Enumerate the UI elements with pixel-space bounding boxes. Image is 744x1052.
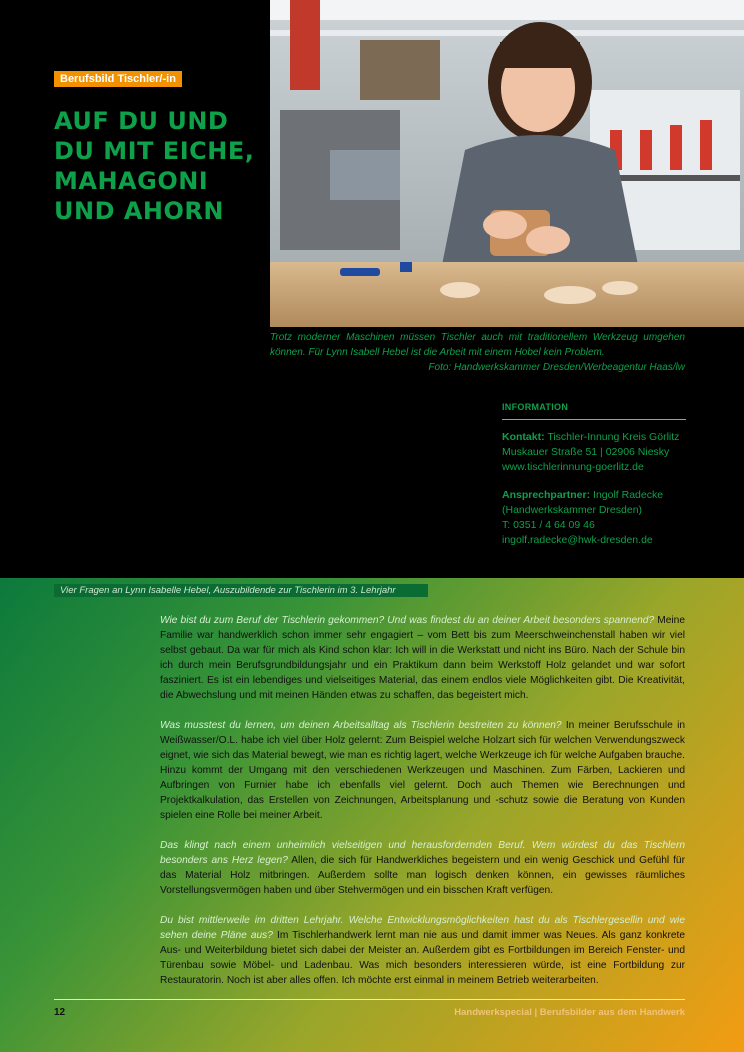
caption-text: Trotz moderner Maschinen müssen Tischler auch mit traditionellem Werkzeug umgehen können. Für Lynn Isabell Hebel ist die Arbeit mit einem Hobel kein Problem. [270, 332, 685, 358]
spacer [502, 475, 686, 488]
title-line: DU MIT EICHE, [54, 137, 255, 165]
contact-line [502, 430, 686, 445]
person-org: (Handwerkskammer Dresden) [502, 504, 643, 516]
person-label: Ansprechpartner: [502, 489, 591, 501]
qa-paragraph [160, 718, 685, 823]
photo-caption [270, 330, 685, 375]
person-phone: T: 0351 / 4 64 09 46 [502, 519, 595, 531]
info-title: INFORMATION [502, 400, 686, 420]
photo-illustration [270, 0, 744, 327]
contact-name: Tischler-Innung Kreis Görlitz [547, 431, 680, 443]
workshop-photo [270, 0, 744, 327]
qa-paragraph [160, 913, 685, 988]
qa-paragraph [160, 838, 685, 898]
footer-divider [54, 999, 685, 1000]
photo-credit: Foto: Handwerkskammer Dresden/Werbeagentur Haas/lw [428, 362, 685, 373]
answer-text: Allen, die sich für Handwerkliches begeistern und ein wenig Geschick und Gefühl für das Material Holz mitbringen. Außerdem sollte man logisch denken können, ein gewisses räumliches Vorstellungsvermögen haben und über Stehvermögen und ein bisschen Kraft verfügen. [160, 855, 685, 896]
page-number: 12 [54, 1007, 66, 1018]
answer-text: Im Tischlerhandwerk lernt man nie aus und damit immer was Neues. Als ganz konkrete Aus- und Weiterbildung bietet sich dabei der Meister an. Außerdem gibt es Fortbildungen im Bereich Fenster- und Türenbau sowie Möbel- und Ladenbau. Was mich besonders interessieren würde, ist eine Fortbildung zur Restauratorin. Noch ist aber alles offen. Ich möchte erst einmal in meinem Betrieb weiterarbeiten. [160, 930, 685, 986]
person-line [502, 488, 686, 503]
person-email-link[interactable]: ingolf.radecke@hwk-dresden.de [502, 534, 653, 546]
question-text: Das klingt nach einem unheimlich vielseitigen und herausfordernden Beruf. Wem würdest du das Tischlern besonders ans Herz legen? [160, 840, 685, 866]
footer-publication: Handwerkspecial | Berufsbilder aus dem Handwerk [454, 1007, 685, 1018]
contact-label: Kontakt: [502, 431, 545, 443]
question-text: Du bist mittlerweile im dritten Lehrjahr. Welche Entwicklungsmöglichkeiten hast du als Tischlergesellin und wie sehen deine Pläne aus? [160, 915, 685, 941]
contact-website-link[interactable]: www.tischlerinnung-goerlitz.de [502, 461, 644, 473]
interview-body [160, 613, 685, 1003]
title-line: MAHAGONI [54, 167, 209, 195]
interview-intro-bar: Vier Fragen an Lynn Isabelle Hebel, Auszubildende zur Tischlerin im 3. Lehrjahr [54, 584, 428, 597]
person-name: Ingolf Radecke [593, 489, 664, 501]
page-title [54, 106, 264, 226]
question-text: Was musstest du lernen, um deinen Arbeitsalltag als Tischlerin bestreiten zu können? [160, 720, 562, 731]
answer-text: Meine Familie war handwerklich schon immer sehr engagiert – vom Bett bis zum Meerschweinchenstall haben wir viel selbst gebaut. Da war für mich als Kind schon klar: Ich will in die Werkstatt und nicht ins Büro. Nach der Schule bin ich durch mein Berufsgrundbildungsjahr und ein Praktikum dann beim Werkstoff Holz gelandet und war sofort fasziniert. Es ist ein lebendiges und vielseitiges Material, das einem endlos viele Möglichkeiten gibt. Die Kreativität, die Abwechslung und mit meinen Händen etwas zu schaffen, das begeistert mich. [160, 615, 685, 701]
info-box [502, 400, 686, 548]
category-badge: Berufsbild Tischler/-in [54, 71, 182, 87]
title-line: AUF DU UND [54, 107, 229, 135]
question-text: Wie bist du zum Beruf der Tischlerin gekommen? Und was findest du an deiner Arbeit besonders spannend? [160, 615, 655, 626]
answer-text: In meiner Berufsschule in Weißwasser/O.L. habe ich viel über Holz gelernt: Zum Beispiel welche Holzart sich für welchen Verwendungszweck eignet, wie sich das Material bewegt, wie man es richtig lagert, welche Werkzeuge ich für welche Aufgaben brauche. Hinzu kommt der Umgang mit den verschiedenen Werkzeugen und Maschinen. Zum Färben, Lackieren und Aufbringen von Furnier habe ich ebenfalls viel gelernt. Doch auch Themen wie Berechnungen und Projektkalkulation, das Erstellen von Zeichnungen, Arbeitsplanung und -schutz sowie die Beratung von Kunden spielen eine Rolle bei meiner Arbeit. [160, 720, 685, 821]
qa-paragraph [160, 613, 685, 703]
contact-address: Muskauer Straße 51 | 02906 Niesky [502, 446, 670, 458]
title-line: UND AHORN [54, 197, 224, 225]
